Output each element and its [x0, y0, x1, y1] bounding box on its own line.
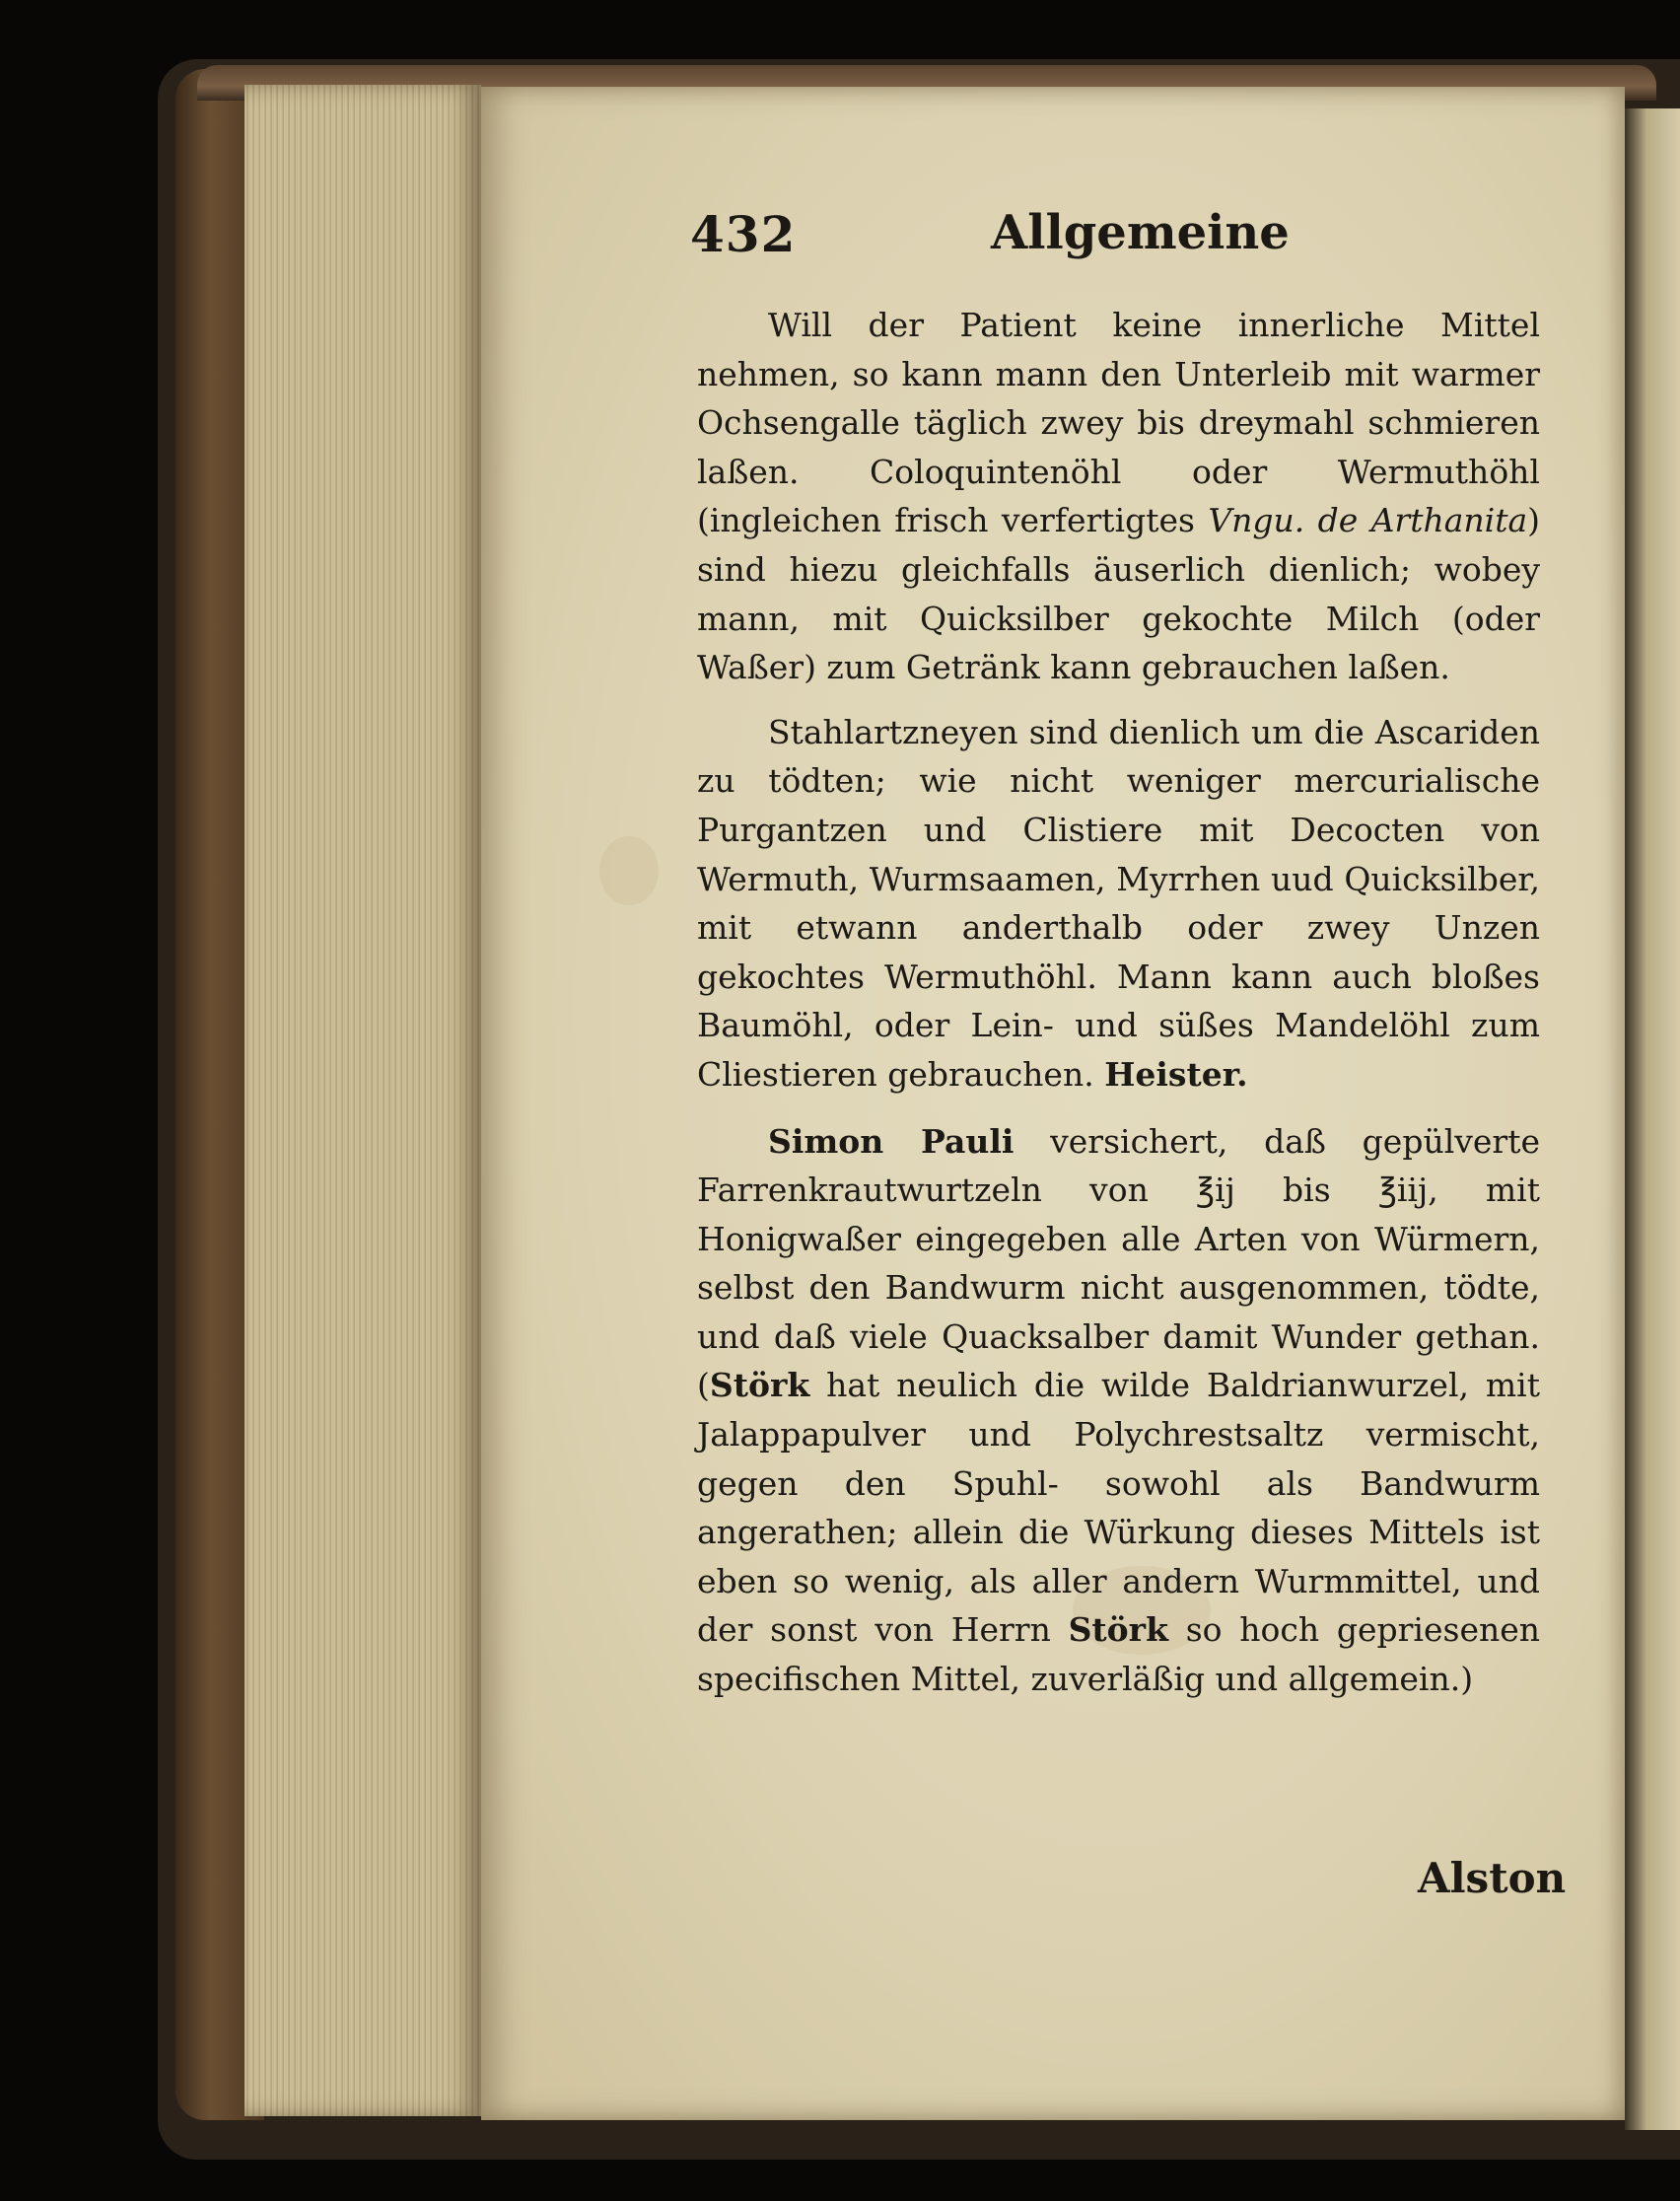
- running-head: Allgemeine: [991, 205, 1290, 260]
- paragraph: [697, 301, 1540, 692]
- emphasized-name: Heister.: [1104, 1054, 1248, 1094]
- facing-page-edge: [1625, 108, 1680, 2130]
- paragraph: [697, 708, 1540, 1100]
- emphasized-name: Störk: [709, 1366, 810, 1405]
- text-run: so hoch gepriesenen specifischen Mittel, zuverläßig und allgemein.): [697, 1610, 1541, 1699]
- paper-stain: [599, 836, 659, 905]
- body-text: [697, 301, 1540, 1704]
- text-run: hat neulich die wilde Baldrianwurzel, mit Jalappapulver und Polychrestsaltz vermischt, gegen den Spuhl- sowohl als Bandwurm angerathen; allein die Würkung dieses Mittels ist eben so wenig, als aller andern Wurmmittel, und der sonst von Herrn: [697, 1366, 1540, 1650]
- emphasized-name: Simon Pauli: [768, 1121, 1015, 1161]
- emphasized-name: Störk: [1068, 1610, 1168, 1650]
- text-run: ) sind hiezu gleichfalls äuserlich dienlich; wobey mann, mit Quicksilber gekochte Milch (oder Waßer) zum Getränk kann gebrauchen laßen.: [697, 501, 1540, 687]
- page-header: [690, 205, 1577, 284]
- italic-text: Vngu. de Arthanita: [1208, 501, 1528, 540]
- catchword: Alston: [1418, 1854, 1567, 1902]
- page-block-edges: [245, 85, 481, 2116]
- text-run: versichert, daß gepülverte Farrenkrautwurtzeln von ℥ij bis ℥iij, mit Honigwaßer eingegeben alle Arten von Würmern, selbst den Bandwurm nicht ausgenommen, tödte, und daß viele Quacksalber damit Wunder gethan. (: [697, 1121, 1540, 1405]
- paragraph: [697, 1117, 1540, 1704]
- page-number: 432: [690, 205, 797, 263]
- text-run: Stahlartzneyen sind dienlich um die Ascariden zu tödten; wie nicht weniger mercurialische Purgantzen und Clistiere mit Decocten von Wermuth, Wurmsaamen, Myrrhen uud Quicksilber, mit etwann anderthalb oder zwey Unzen gekochtes Wermuthöhl. Mann kann auch bloßes Baumöhl, oder Lein- und süßes Mandelöhl zum Cliestieren gebrauchen.: [697, 712, 1540, 1094]
- text-run: Will der Patient keine innerliche Mittel nehmen, so kann mann den Unterleib mit warmer Ochsengalle täglich zwey bis dreymahl schmieren laßen. Coloquintenöhl oder Wermuthöhl (ingleichen frisch verfertigtes: [697, 306, 1540, 540]
